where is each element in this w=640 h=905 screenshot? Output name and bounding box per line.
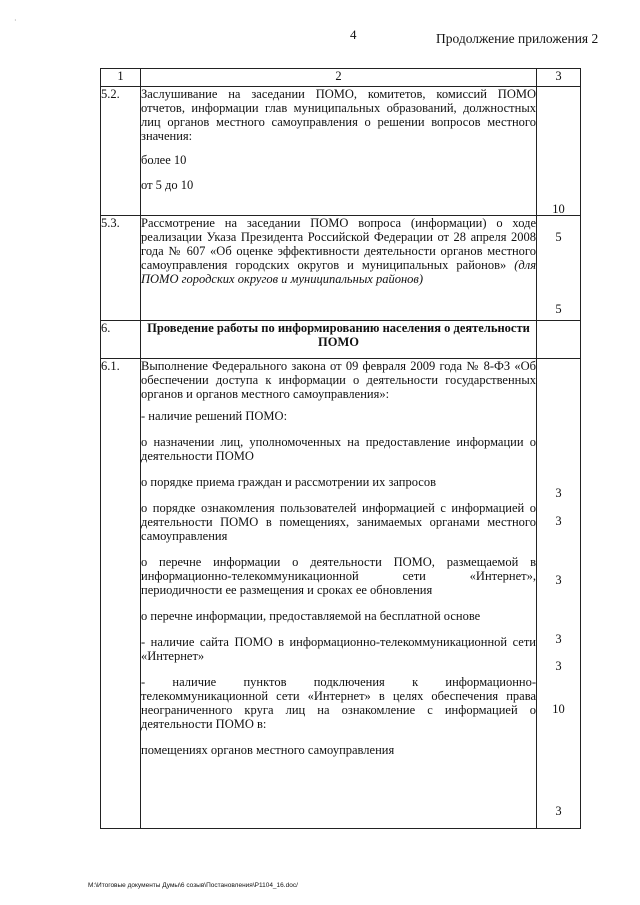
- page-number: 4: [350, 27, 357, 42]
- score-value: 3: [555, 632, 562, 646]
- score-value: 3: [555, 659, 562, 673]
- list-item: о порядке ознакомления пользователей информацией с информацией о деятельности ПОМО в помещениях, занимаемых органами местного самоуправления: [141, 501, 536, 543]
- section-row: [101, 321, 581, 359]
- row-number: 5.2.: [101, 87, 141, 216]
- list-item: о перечне информации, предоставляемой на бесплатной основе: [141, 609, 481, 623]
- header-title: Продолжение приложения 2: [436, 31, 599, 46]
- row-description-note: (для ПОМО городских округов и муниципальных районов): [141, 258, 537, 286]
- score-value: 3: [555, 573, 562, 587]
- table-header-row: [101, 69, 581, 87]
- criteria-table: [100, 68, 581, 829]
- list-item: о порядке приема граждан и рассмотрении их запросов: [141, 475, 436, 489]
- row-text: [141, 359, 537, 829]
- score-value: 3: [555, 514, 562, 528]
- row-description: Заслушивание на заседании ПОМО, комитетов, комиссий ПОМО отчетов, информации глав муниципальных образований, должностных лиц органов местного самоуправления о решении вопросов местного значения:: [141, 87, 536, 143]
- row-values: [537, 87, 581, 244]
- table-row: [101, 216, 581, 321]
- score-value: 3: [555, 804, 562, 818]
- row-description: [141, 216, 536, 286]
- row-description: Выполнение Федерального закона от 09 февраля 2009 года № 8-ФЗ «Об обеспечении доступа к информации о деятельности государственных органов и органов местного самоуправления»:: [141, 359, 536, 401]
- scan-mark: ·: [14, 16, 17, 25]
- row-number: 6.1.: [101, 359, 141, 829]
- section-value-cell: [537, 321, 581, 359]
- list-item: - наличие сайта ПОМО в информационно-телекоммуникационной сети «Интернет»: [141, 635, 536, 663]
- section-title: Проведение работы по информированию населения о деятельности ПОМО: [141, 321, 537, 359]
- col-header-2: 2: [141, 69, 537, 87]
- col-header-3: 3: [537, 69, 581, 87]
- sub-title: - наличие решений ПОМО:: [141, 409, 288, 423]
- row-values: [537, 359, 581, 829]
- option-label: от 5 до 10: [141, 178, 194, 192]
- score-value: 5: [555, 302, 562, 316]
- file-path-footer: М:\Итоговые документы Думы\6 созыв\Постановления\Р1104_16.doc/: [88, 882, 298, 889]
- option-label: более 10: [141, 153, 187, 167]
- score-value: 10: [552, 702, 565, 716]
- table-row: [101, 87, 581, 216]
- list-item: о назначении лиц, уполномоченных на предоставление информации о деятельности ПОМО: [141, 435, 536, 463]
- row-text: [141, 87, 537, 216]
- score-value: 10: [552, 202, 565, 216]
- score-value: 5: [555, 230, 562, 244]
- list-item: помещениях органов местного самоуправления: [141, 743, 395, 757]
- col-header-1: 1: [101, 69, 141, 87]
- section-number: 6.: [101, 321, 141, 359]
- row-description-main: Рассмотрение на заседании ПОМО вопроса (информации) о ходе реализации Указа Президента Российской Федерации от 28 апреля 2008 года № 607 «Об оценке эффективности деятельности органов местного самоуправления городских округов и муниципальных районов»: [141, 216, 536, 272]
- score-value: 3: [555, 486, 562, 500]
- row-text: [141, 216, 537, 321]
- list-item: - наличие пунктов подключения к информационно-телекоммуникационной сети «Интернет» в целях обеспечения права неограниченного круга лиц на ознакомление с информацией о деятельности ПОМО в:: [141, 675, 536, 731]
- table-row: [101, 359, 581, 829]
- list-item: о перечне информации о деятельности ПОМО, размещаемой в информационно-телекоммуникационной сети «Интернет», периодичности ее размещения и сроках ее обновления: [141, 555, 536, 597]
- row-number: 5.3.: [101, 216, 141, 321]
